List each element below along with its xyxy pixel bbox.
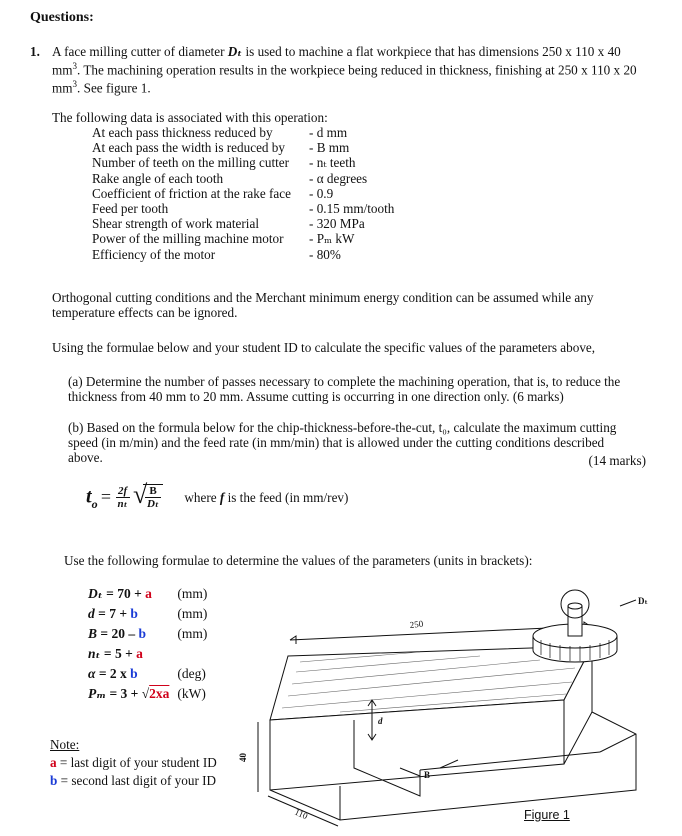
formula-unit: (kW) [177, 686, 206, 701]
parameter-value: - 320 MPa [309, 216, 365, 232]
formula-var: Pₘ [88, 686, 107, 701]
formula-sqrt: √ $\frac{B}{\text{Dₜ}}$ [133, 484, 163, 510]
formula-var: α [88, 666, 96, 681]
label-dt: Dₜ [638, 596, 648, 606]
formula-var: d [88, 606, 95, 621]
parameter-value: - d mm [309, 125, 348, 140]
formula-fraction: $\frac{2f}{\text{nₜ}}$ [117, 484, 128, 510]
formula-expr: = 70 + [102, 586, 146, 601]
formula-var: B [88, 626, 98, 641]
formula-code: b [130, 666, 138, 681]
formula-expr: = 20 – [97, 626, 139, 641]
label-d: d [378, 716, 383, 726]
dim-40: 40 [238, 753, 248, 762]
label-B: B [424, 770, 431, 780]
parameter-value: - 80% [309, 246, 341, 262]
dim-110: 110 [293, 806, 310, 822]
parameter-label: Rake angle of each tooth [92, 170, 224, 186]
formula-code: a [145, 586, 152, 601]
parameter-value: - nₜ teeth [309, 155, 356, 171]
parameter-value: - α degrees [309, 170, 368, 186]
formula-code: 2xa [149, 686, 170, 701]
question-text: A face milling cutter of diameter Dₜ is used to machine a flat workpiece that has dimensions 250 x 110 x 40 $mm^3$. The machining operation results in the workpiece being reduced in thickness, finishing at 250 x 110 x 20 $mm^3$. See figure 1. [52, 44, 637, 96]
parameter-value: - 0.15 mm/tooth [309, 201, 395, 217]
formula-unit: (mm) [177, 586, 208, 601]
part-a: (a) Determine the number of passes necessary to complete the machining operation, that is, to reduce the thickness from 40 mm to 20 mm. Assume cutting is occurring in one direction only. (6 marks) [68, 374, 621, 404]
parameter-label: Coefficient of friction at the rake face [92, 185, 291, 201]
formula-expr: = 2 x [95, 666, 131, 681]
note-block: Note: a = last digit of your student ID b = second last digit of your ID [50, 737, 217, 788]
formula-unit: (mm) [177, 606, 208, 621]
parameter-label: At each pass the width is reduced by [92, 140, 285, 156]
parameter-label: Efficiency of the motor [92, 246, 216, 262]
parameter-label: At each pass thickness reduced by [92, 125, 273, 140]
question-number: 1. [30, 44, 40, 59]
formula-unit: (deg) [177, 666, 206, 681]
assumption-text: Orthogonal cutting conditions and the Merchant minimum energy condition can be assumed while any temperature effects can be ignored. [52, 290, 594, 320]
instruction-text: Using the formulae below and your student ID to calculate the specific values of the parameters above, [52, 340, 596, 355]
parameter-label: Shear strength of work material [92, 216, 259, 232]
formula-expr: = 7 + [94, 606, 131, 621]
part-b: (b) Based on the formula below for the chip-thickness-before-the-cut, t₀, calculate the maximum cutting speed (in m/min) and the feed rate (in mm/min) that is allowed under the cutting conditions described above. [68, 420, 617, 465]
parameter-label: Number of teeth on the milling cutter [92, 155, 290, 171]
data-intro: The following data is associated with this operation: [52, 110, 328, 125]
formula-code: b [138, 626, 146, 641]
formula-code: b [130, 606, 138, 621]
parameter-value: - Pₘ kW [309, 231, 355, 247]
dim-250: 250 [409, 618, 424, 630]
formulae-intro: Use the following formulae to determine the values of the parameters (units in brackets): [64, 553, 533, 568]
parameter-label: Feed per tooth [92, 201, 169, 217]
formula-code: a [136, 646, 143, 661]
part-b-marks: (14 marks) [588, 453, 646, 468]
dt-symbol: Dₜ [227, 44, 243, 59]
formula-expr: = 3 + √ [106, 686, 150, 701]
page-heading: Questions: [30, 10, 94, 25]
formula-var: Dₜ [88, 586, 103, 601]
parameter-value: - B mm [309, 140, 350, 156]
parameter-label: Power of the milling machine motor [92, 231, 284, 247]
chip-thickness-formula: to = $\frac{2f}{\text{nₜ}}$ √ $\frac{B}{\text{Dₜ}}$ where f is the feed (in mm/rev) [86, 480, 349, 512]
formula-expr: = 5 + [100, 646, 137, 661]
formula-var: nₜ [88, 646, 101, 661]
figure-caption: Figure 1 [524, 808, 570, 822]
formula-unit: (mm) [177, 626, 208, 641]
parameter-value: - 0.9 [309, 185, 334, 201]
